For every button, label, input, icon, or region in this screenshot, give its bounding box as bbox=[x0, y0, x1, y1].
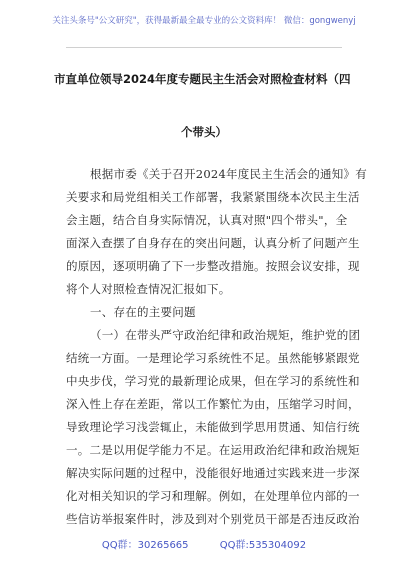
body-line: 的原因，逐项明确了下一步整改措施。按照会议安排，现 bbox=[66, 259, 360, 273]
body-line: 解决实际问题的过程中，没能很好地通过实践来进一步深 bbox=[66, 466, 360, 480]
body-line: 会主题，结合自身实际情况，认真对照"四个带头"，全 bbox=[66, 213, 348, 227]
body-line: 深入性上存在差距，常以工作繁忙为由，压缩学习时间， bbox=[66, 397, 360, 411]
body-line: 中央步伐，学习党的最新理论成果，但在学习的系统性和 bbox=[66, 374, 360, 388]
body-line: 些信访举报案件时，涉及到对个别党员干部是否违反政治 bbox=[66, 512, 360, 526]
body-line: 一。二是以用促学能力不足。在运用政治纪律和政治规矩 bbox=[66, 443, 360, 457]
header-notice: 关注头条号"公文研究"，获得最新最全最专业的公文资料库！ 微信：gongwenyj bbox=[52, 16, 356, 26]
body-line: 结统一方面。一是理论学习系统性不足。虽然能够紧跟党 bbox=[66, 351, 360, 365]
header-divider bbox=[66, 47, 342, 48]
body-line: 面深入查摆了自身存在的突出问题，认真分析了问题产生 bbox=[66, 236, 360, 250]
document-title-line-2: 个带头） bbox=[181, 125, 227, 139]
body-line: 根据市委《关于召开2024年度民主生活会的通知》有 bbox=[90, 167, 368, 181]
body-line: 化对相关知识的学习和理解。例如，在处理单位内部的一 bbox=[66, 489, 360, 503]
body-line: （一）在带头严守政治纪律和政治规矩，维护党的团 bbox=[90, 328, 361, 342]
body-line: 关要求和局党组相关工作部署，我紧紧围绕本次民主生活 bbox=[66, 190, 360, 204]
document-title-line-1: 市直单位领导2024年度专题民主生活会对照检查材料（四 bbox=[54, 72, 351, 86]
body-line: 导致理论学习浅尝辄止，未能做到学思用贯通、知信行统 bbox=[66, 420, 360, 434]
body-line: 将个人对照检查情况汇报如下。 bbox=[66, 282, 231, 296]
footer bbox=[0, 536, 408, 551]
section-heading: 一、存在的主要问题 bbox=[90, 305, 196, 319]
footer-qq-group-1: QQ群：30265665 bbox=[101, 540, 189, 551]
footer-qq-group-2: QQ群:535304092 bbox=[219, 540, 307, 551]
